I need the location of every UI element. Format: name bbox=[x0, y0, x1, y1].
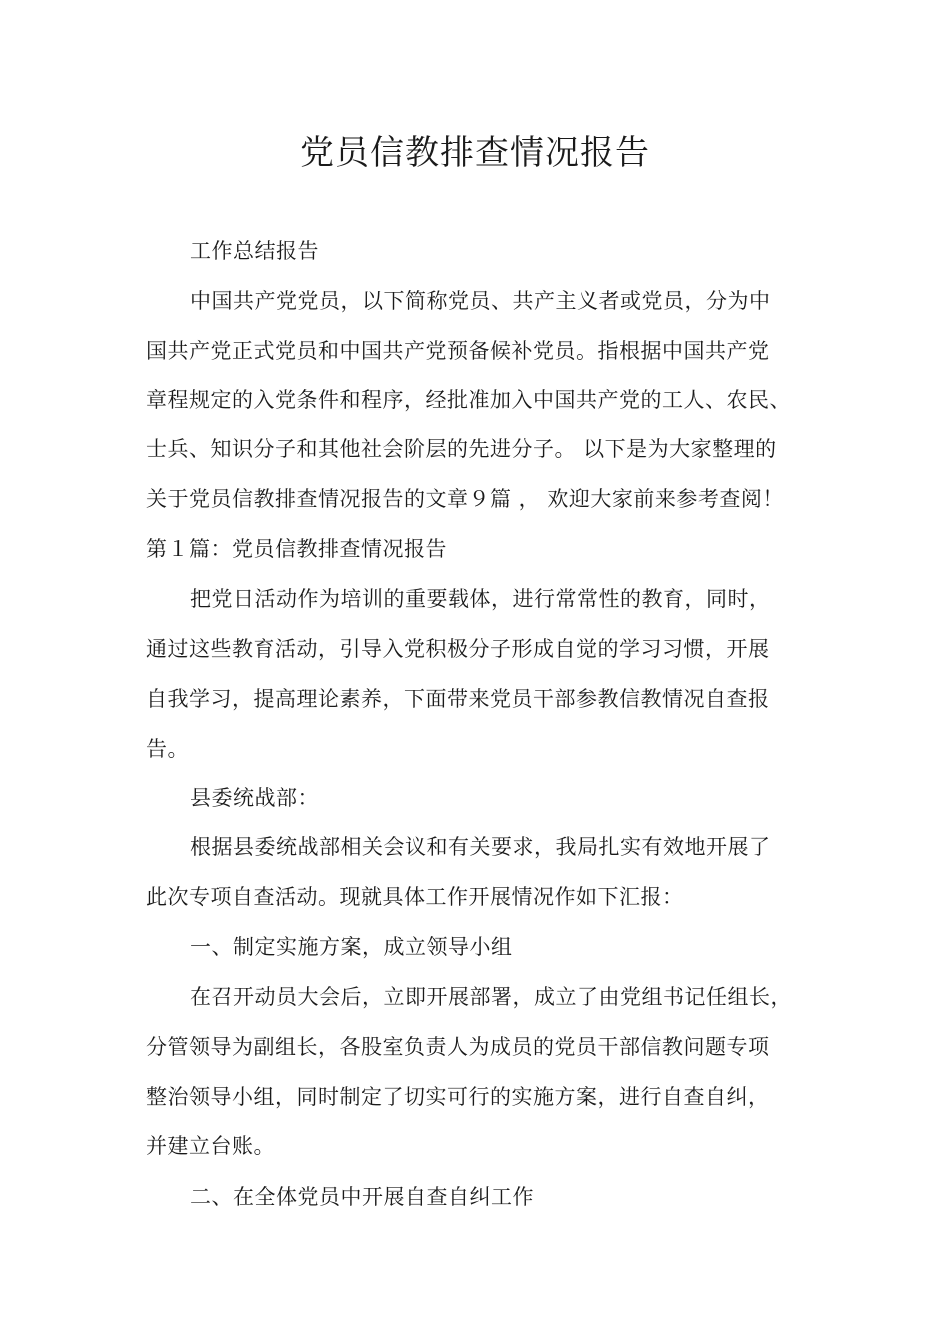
section-heading: 一、制定实施方案，成立领导小组 bbox=[190, 935, 513, 959]
paragraph-line: 自我学习，提高理论素养，下面带来党员干部参教信教情况自查报 bbox=[146, 687, 770, 711]
paragraph-line: 国共产党正式党员和中国共产党预备候补党员。指根据中国共产党 bbox=[146, 339, 770, 363]
section-heading: 二、在全体党员中开展自查自纠工作 bbox=[190, 1185, 534, 1209]
paragraph-line: 整治领导小组，同时制定了切实可行的实施方案，进行自查自纠， bbox=[146, 1085, 770, 1109]
salutation-line: 县委统战部： bbox=[190, 786, 319, 810]
paragraph-line: 告。 bbox=[146, 737, 189, 761]
paragraph-line: 通过这些教育活动，引导入党积极分子形成自觉的学习习惯，开展 bbox=[146, 637, 770, 661]
section-heading: 工作总结报告 bbox=[190, 239, 319, 263]
paragraph-line: 中国共产党党员，以下简称党员、共产主义者或党员，分为中 bbox=[190, 289, 771, 313]
article-heading: 第１篇：党员信教排查情况报告 bbox=[146, 537, 447, 561]
document-title: 党员信教排查情况报告 bbox=[300, 133, 650, 173]
paragraph-line: 分管领导为副组长，各股室负责人为成员的党员干部信教问题专项 bbox=[146, 1035, 770, 1059]
paragraph-line: 此次专项自查活动。现就具体工作开展情况作如下汇报： bbox=[146, 885, 684, 909]
paragraph-line: 根据县委统战部相关会议和有关要求，我局扎实有效地开展了 bbox=[190, 835, 771, 859]
paragraph-line: 在召开动员大会后，立即开展部署，成立了由党组书记任组长， bbox=[190, 985, 792, 1009]
paragraph-line: 章程规定的入党条件和程序，经批准加入中国共产党的工人、农民、 bbox=[146, 388, 791, 412]
paragraph-line: 关于党员信教排查情况报告的文章９篇 ， 欢迎大家前来参考查阅！ bbox=[146, 487, 784, 511]
paragraph-line: 士兵、知识分子和其他社会阶层的先进分子。 以下是为大家整理的 bbox=[146, 437, 777, 461]
paragraph-line: 把党日活动作为培训的重要载体，进行常常性的教育，同时， bbox=[190, 587, 771, 611]
paragraph-line: 并建立台账。 bbox=[146, 1134, 275, 1158]
